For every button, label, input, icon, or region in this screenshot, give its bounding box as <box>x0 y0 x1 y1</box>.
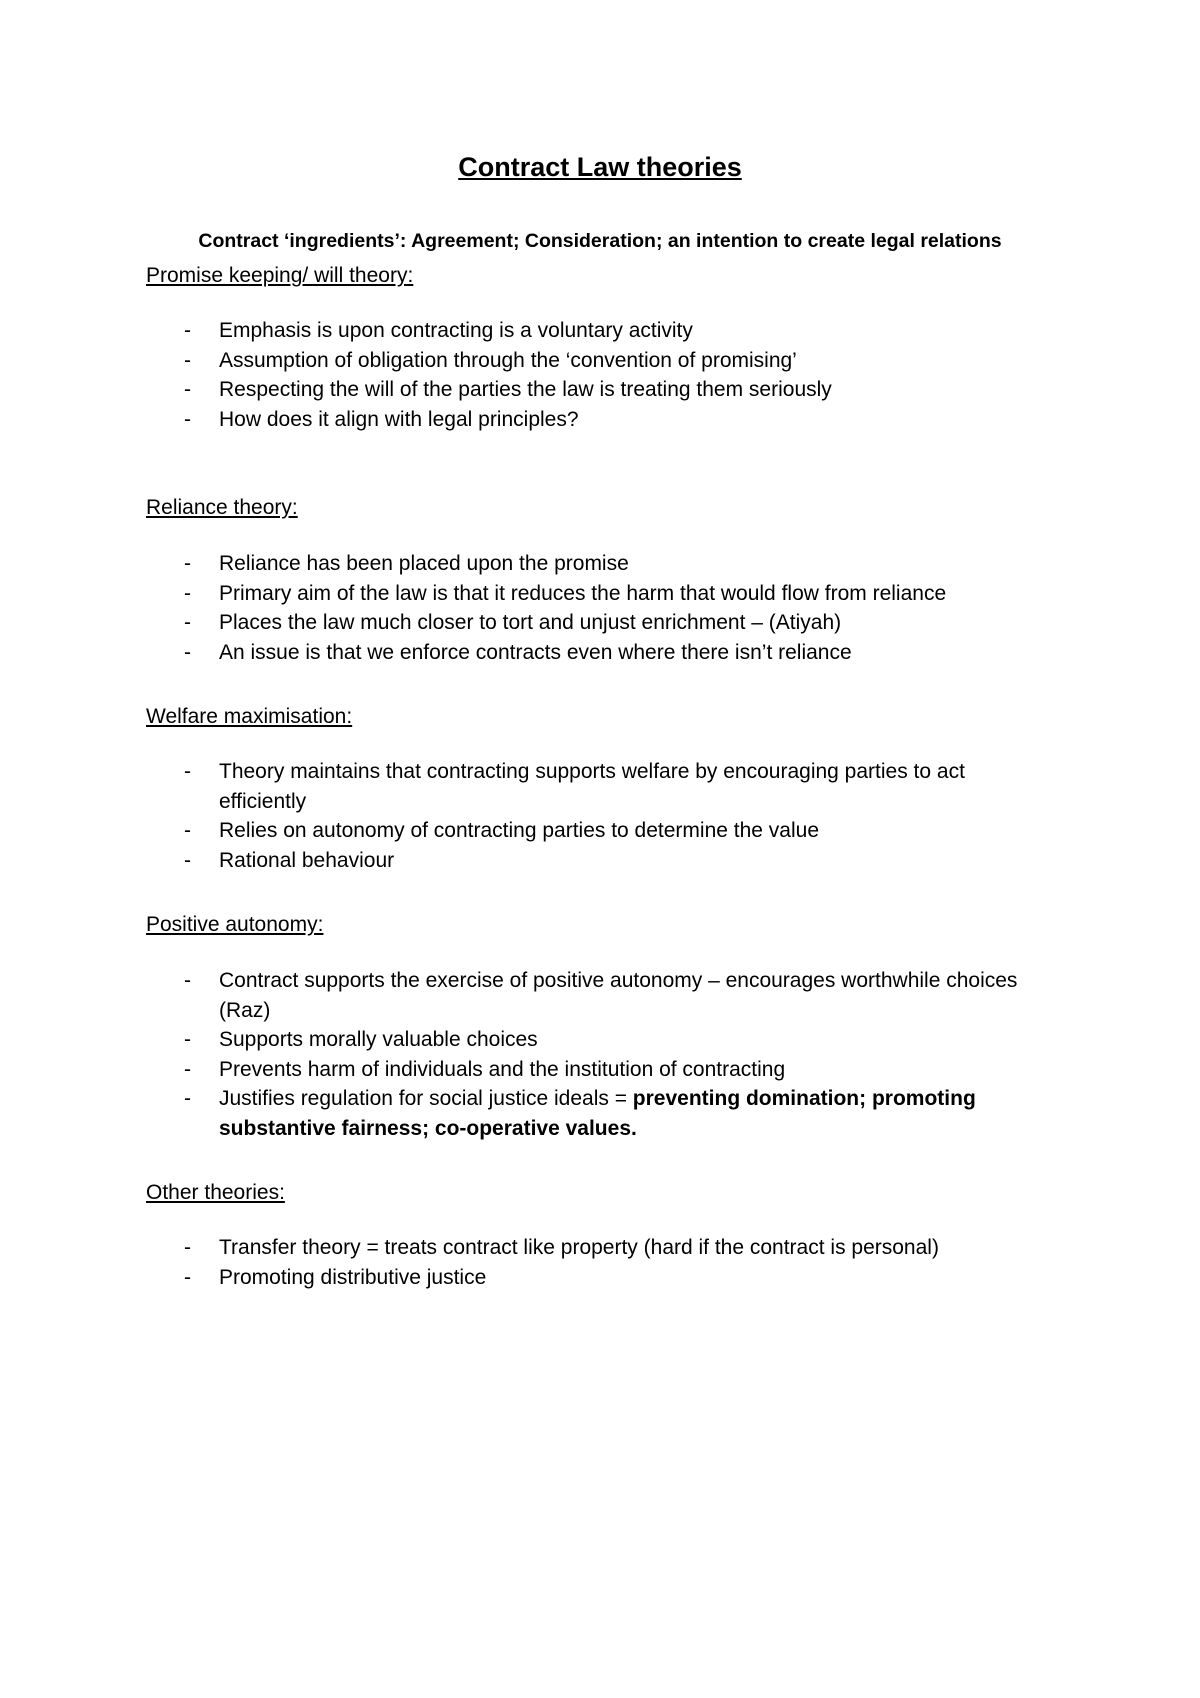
bullet-dash: - <box>184 1057 191 1081</box>
bullet-dash: - <box>184 581 191 605</box>
bullet-dash: - <box>184 1265 191 1289</box>
list-item <box>146 846 1046 876</box>
bullet-dash: - <box>184 319 191 342</box>
list-item <box>146 1025 1046 1055</box>
item-text: How does it align with legal principles? <box>219 407 579 431</box>
item-text: Theory maintains that contracting supports welfare by encouraging parties to act efficiently <box>219 760 965 813</box>
bullet-dash: - <box>184 407 191 431</box>
list-item <box>146 375 1046 405</box>
item-text: Supports morally valuable choices <box>219 1028 538 1051</box>
item-text: Primary aim of the law is that it reduces the harm that would flow from reliance <box>219 581 947 605</box>
list-item <box>146 316 1046 346</box>
item-text: Promoting distributive justice <box>219 1265 487 1289</box>
heading-reliance: Reliance theory: <box>146 496 298 519</box>
item-text: Reliance has been placed upon the promise <box>219 552 629 575</box>
bullet-dash: - <box>184 1236 191 1259</box>
list-welfare-maximisation <box>146 757 1046 875</box>
item-text: Assumption of obligation through the ‘convention of promising’ <box>219 348 797 372</box>
list-positive-autonomy <box>146 966 1046 1143</box>
list-item <box>146 549 1046 579</box>
bullet-dash: - <box>184 378 191 401</box>
bullet-dash: - <box>184 640 191 664</box>
list-reliance <box>146 549 1046 667</box>
item-text: Places the law much closer to tort and unjust enrichment – (Atiyah) <box>219 611 842 634</box>
item-text: Contract supports the exercise of positive autonomy – encourages worthwhile choices (Raz) <box>219 969 1018 1022</box>
heading-promise-keeping: Promise keeping/ will theory: <box>146 264 414 287</box>
heading-welfare-maximisation: Welfare maximisation: <box>146 705 353 728</box>
item-text: Emphasis is upon contracting is a voluntary activity <box>219 319 693 342</box>
heading-other-theories: Other theories: <box>146 1181 285 1204</box>
item-text: Rational behaviour <box>219 848 395 872</box>
bullet-dash: - <box>184 348 191 372</box>
list-item <box>146 1055 1046 1085</box>
bullet-dash: - <box>184 969 191 992</box>
bullet-dash: - <box>184 1087 191 1110</box>
bullet-dash: - <box>184 848 191 872</box>
bullet-dash: - <box>184 552 191 575</box>
bullet-dash: - <box>184 1028 191 1051</box>
item-text: Respecting the will of the parties the law is treating them seriously <box>219 378 832 401</box>
list-item <box>146 405 1046 435</box>
list-item <box>146 757 1046 816</box>
list-item <box>146 608 1046 638</box>
list-item <box>146 1263 1046 1293</box>
list-item <box>146 1084 1046 1143</box>
list-item <box>146 1233 1046 1263</box>
item-text-bold: preventing domination; promoting substantive fairness; co-operative values. <box>219 1087 976 1140</box>
page-title: Contract Law theories <box>458 152 742 182</box>
list-promise-keeping <box>146 316 1046 434</box>
list-item <box>146 966 1046 1025</box>
item-text: Relies on autonomy of contracting parties to determine the value <box>219 819 820 842</box>
list-other-theories <box>146 1233 1046 1292</box>
bullet-dash: - <box>184 760 191 783</box>
bullet-dash: - <box>184 611 191 634</box>
list-item <box>146 346 1046 376</box>
list-item <box>146 816 1046 846</box>
item-text: An issue is that we enforce contracts even where there isn’t reliance <box>219 640 852 664</box>
bullet-dash: - <box>184 819 191 842</box>
item-text: Prevents harm of individuals and the institution of contracting <box>219 1057 786 1081</box>
contract-ingredients: Contract ‘ingredients’: Agreement; Consideration; an intention to create legal relations <box>198 230 1002 252</box>
heading-positive-autonomy: Positive autonomy: <box>146 913 324 936</box>
list-item <box>146 638 1046 668</box>
list-item <box>146 579 1046 609</box>
item-text-plain: Justifies regulation for social justice ideals = <box>219 1087 633 1110</box>
item-text: Transfer theory = treats contract like property (hard if the contract is personal) <box>219 1236 939 1259</box>
